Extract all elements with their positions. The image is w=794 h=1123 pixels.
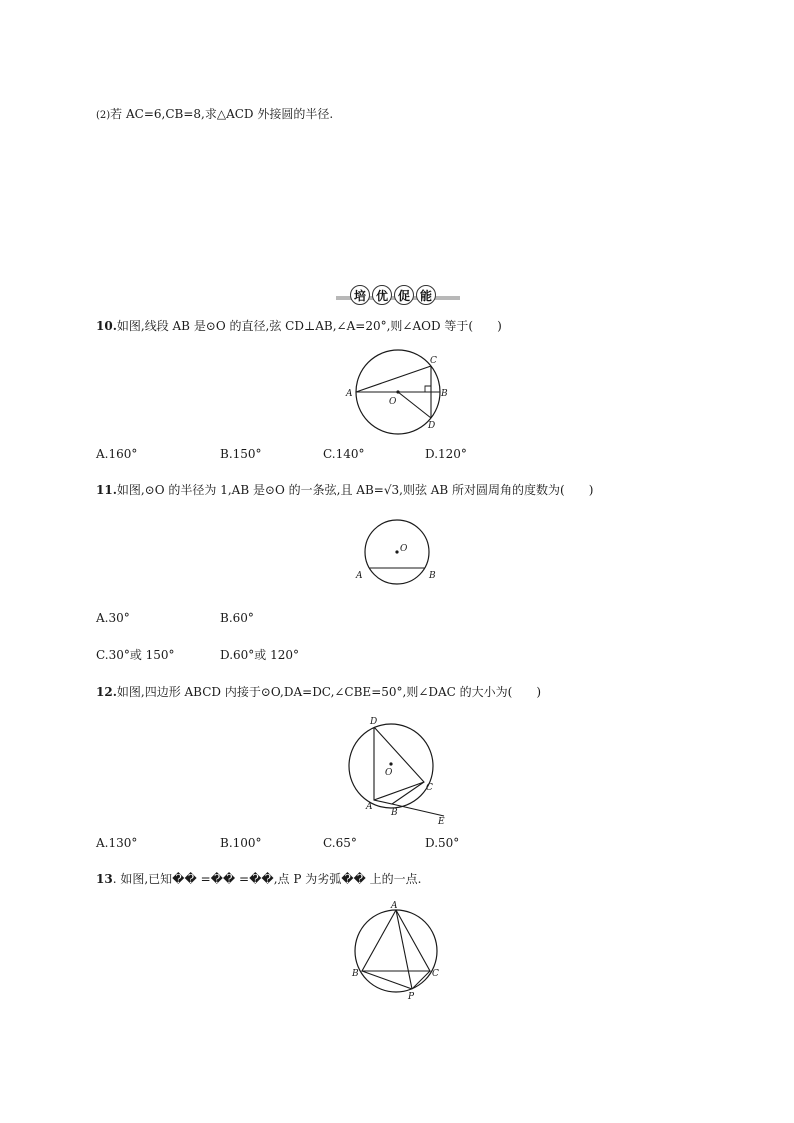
q10-option-c[interactable]: C.140° xyxy=(323,447,365,461)
q10-right-angle-mark xyxy=(425,386,431,392)
banner-char: 培 xyxy=(350,285,370,305)
q11-figure xyxy=(350,518,446,586)
banner-char: 促 xyxy=(394,285,414,305)
q13-number: 13 xyxy=(96,872,113,886)
q12-option-a[interactable]: A.130° xyxy=(96,836,138,850)
q12-circle xyxy=(349,724,433,808)
q10-segment-ac xyxy=(356,366,431,392)
q13-segment-cp xyxy=(412,971,430,989)
q12-stem xyxy=(96,684,541,700)
q11-option-b[interactable]: B.60° xyxy=(220,611,254,625)
q13-label-p: P xyxy=(408,992,415,1002)
q12-diagonal-ac xyxy=(374,782,424,800)
q13-circle xyxy=(355,910,437,992)
q12-number: 12. xyxy=(96,685,117,699)
q12-label-e: E xyxy=(438,817,445,824)
q12-option-d[interactable]: D.50° xyxy=(425,836,460,850)
q10-option-b[interactable]: B.150° xyxy=(220,447,262,461)
q13-text: . 如图,已知�� =�� =��,点 P 为劣弧�� 上的一点. xyxy=(112,872,422,886)
q13-stem xyxy=(96,871,421,887)
q11-label-a: A xyxy=(356,571,363,581)
q13-label-b: B xyxy=(352,969,359,979)
q10-stem xyxy=(96,318,502,334)
banner-char: 能 xyxy=(416,285,436,305)
q12-label-o: O xyxy=(385,768,393,778)
q13-segment-ap xyxy=(396,910,412,989)
q13-label-a: A xyxy=(391,901,398,911)
banner-chars xyxy=(350,285,436,305)
q11-option-c[interactable]: C.30°或 150° xyxy=(96,648,175,662)
q13-segment-bp xyxy=(362,971,412,989)
q12-center-dot xyxy=(389,762,392,765)
q11-number: 11. xyxy=(96,483,117,497)
q11-text: 如图,⊙O 的半径为 1,AB 是⊙O 的一条弦,且 AB=√3,则弦 AB 所对圆周角的度数为( ) xyxy=(116,483,594,497)
q10-segment-od xyxy=(398,392,431,418)
q10-label-b: B xyxy=(441,389,448,399)
q10-label-o: O xyxy=(389,397,397,407)
q10-label-c: C xyxy=(430,356,437,366)
q12-label-b: B xyxy=(391,808,398,818)
q13-figure xyxy=(346,900,446,1002)
q10-label-d: D xyxy=(428,421,436,431)
q12-label-a: A xyxy=(366,802,373,812)
q11-label-o: O xyxy=(400,544,408,554)
q13-triangle-abc xyxy=(362,910,430,971)
part2-line xyxy=(96,106,333,124)
q10-option-a[interactable]: A.160° xyxy=(96,447,138,461)
q11-center-dot xyxy=(395,550,398,553)
q11-option-a[interactable]: A.30° xyxy=(96,611,130,625)
q10-label-a: A xyxy=(346,389,353,399)
q12-extension-be xyxy=(392,804,444,816)
q10-figure xyxy=(340,348,460,440)
section-banner xyxy=(336,285,460,305)
q11-stem xyxy=(96,482,593,498)
q10-number: 10. xyxy=(96,319,117,333)
part2-text: 若 AC=6,CB=8,求△ACD 外接圆的半径. xyxy=(110,107,334,121)
banner-char: 优 xyxy=(372,285,392,305)
q12-quadrilateral xyxy=(374,727,424,804)
q12-figure xyxy=(340,712,460,824)
q12-label-d: D xyxy=(370,717,378,727)
q10-option-d[interactable]: D.120° xyxy=(425,447,467,461)
q11-option-d[interactable]: D.60°或 120° xyxy=(220,648,299,662)
q12-option-b[interactable]: B.100° xyxy=(220,836,262,850)
q13-label-c: C xyxy=(432,969,439,979)
q10-text: 如图,线段 AB 是⊙O 的直径,弦 CD⊥AB,∠A=20°,则∠AOD 等于( ) xyxy=(116,319,502,333)
q12-option-c[interactable]: C.65° xyxy=(323,836,357,850)
part2-prefix: (2) xyxy=(96,110,111,121)
q12-text: 如图,四边形 ABCD 内接于⊙O,DA=DC,∠CBE=50°,则∠DAC 的大小为( ) xyxy=(116,685,542,699)
q10-center-dot xyxy=(396,390,399,393)
q11-label-b: B xyxy=(429,571,436,581)
q12-label-c: C xyxy=(426,783,433,793)
